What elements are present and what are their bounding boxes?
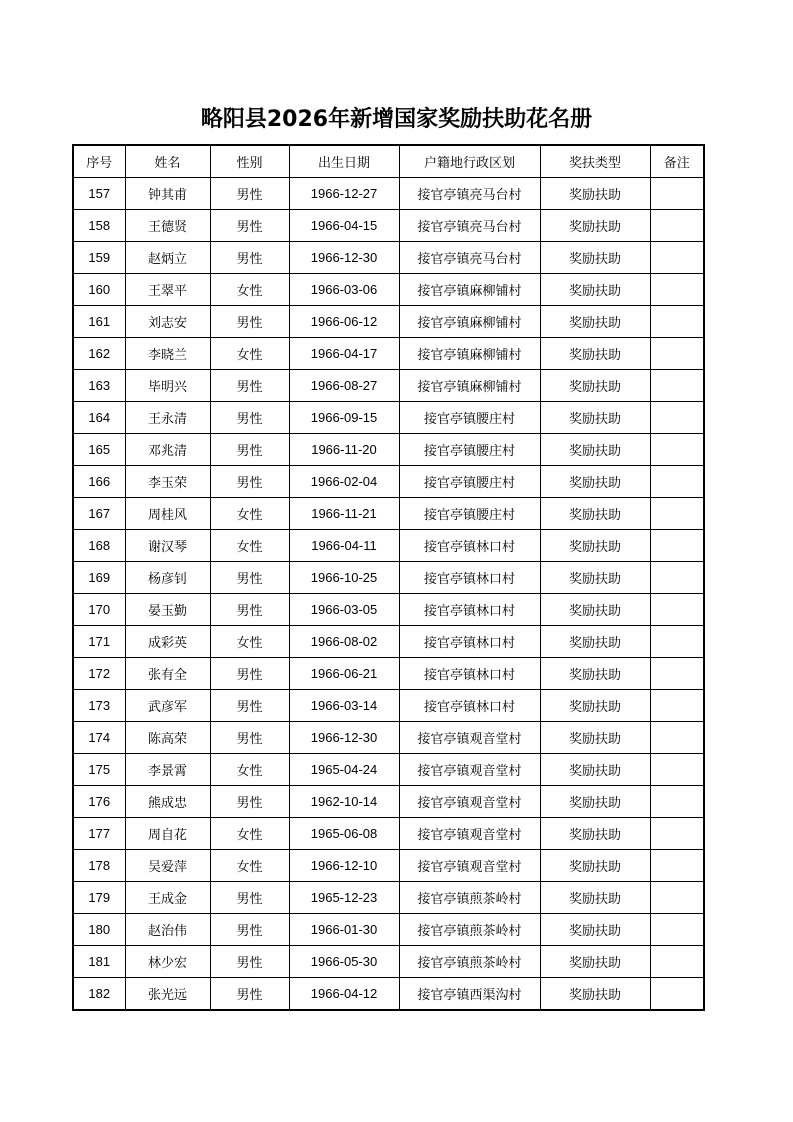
cell-type: 奖励扶助 [540, 274, 650, 306]
cell-no: 166 [73, 466, 125, 498]
cell-gender: 男性 [210, 402, 289, 434]
cell-name: 李晓兰 [125, 338, 210, 370]
cell-region: 接官亭镇煎茶岭村 [399, 914, 540, 946]
table-row [73, 178, 704, 210]
table-row [73, 562, 704, 594]
cell-region: 接官亭镇煎茶岭村 [399, 946, 540, 978]
cell-region: 接官亭镇腰庄村 [399, 434, 540, 466]
cell-note [650, 242, 704, 274]
header-type: 奖扶类型 [540, 145, 650, 178]
table-row [73, 626, 704, 658]
cell-type: 奖励扶助 [540, 530, 650, 562]
table-row [73, 402, 704, 434]
cell-region: 接官亭镇西渠沟村 [399, 978, 540, 1011]
cell-name: 赵炳立 [125, 242, 210, 274]
cell-no: 178 [73, 850, 125, 882]
cell-region: 接官亭镇观音堂村 [399, 722, 540, 754]
cell-gender: 男性 [210, 562, 289, 594]
cell-gender: 男性 [210, 370, 289, 402]
cell-no: 176 [73, 786, 125, 818]
cell-region: 接官亭镇林口村 [399, 690, 540, 722]
cell-name: 武彦军 [125, 690, 210, 722]
cell-no: 161 [73, 306, 125, 338]
header-row [73, 145, 704, 178]
cell-gender: 女性 [210, 530, 289, 562]
cell-name: 王翠平 [125, 274, 210, 306]
cell-note [650, 690, 704, 722]
cell-type: 奖励扶助 [540, 210, 650, 242]
cell-name: 杨彦钊 [125, 562, 210, 594]
cell-region: 接官亭镇林口村 [399, 594, 540, 626]
cell-no: 173 [73, 690, 125, 722]
table-row [73, 498, 704, 530]
cell-no: 180 [73, 914, 125, 946]
cell-region: 接官亭镇林口村 [399, 626, 540, 658]
cell-gender: 男性 [210, 306, 289, 338]
cell-type: 奖励扶助 [540, 338, 650, 370]
cell-region: 接官亭镇林口村 [399, 562, 540, 594]
cell-name: 刘志安 [125, 306, 210, 338]
cell-note [650, 498, 704, 530]
table-row [73, 978, 704, 1011]
cell-note [650, 818, 704, 850]
cell-birth-date: 1966-03-05 [289, 594, 399, 626]
cell-name: 赵治伟 [125, 914, 210, 946]
cell-note [650, 274, 704, 306]
cell-note [650, 370, 704, 402]
cell-type: 奖励扶助 [540, 978, 650, 1011]
cell-region: 接官亭镇亮马台村 [399, 242, 540, 274]
cell-note [650, 530, 704, 562]
cell-no: 182 [73, 978, 125, 1011]
table-row [73, 370, 704, 402]
cell-note [650, 434, 704, 466]
cell-note [650, 658, 704, 690]
table-row [73, 658, 704, 690]
cell-birth-date: 1966-11-20 [289, 434, 399, 466]
cell-region: 接官亭镇腰庄村 [399, 466, 540, 498]
cell-region: 接官亭镇亮马台村 [399, 178, 540, 210]
cell-birth-date: 1966-04-11 [289, 530, 399, 562]
cell-no: 181 [73, 946, 125, 978]
table-row [73, 466, 704, 498]
cell-type: 奖励扶助 [540, 594, 650, 626]
cell-name: 毕明兴 [125, 370, 210, 402]
cell-gender: 男性 [210, 722, 289, 754]
cell-gender: 女性 [210, 754, 289, 786]
page-title: 略阳县2026年新增国家奖励扶助花名册 [200, 107, 593, 132]
cell-no: 174 [73, 722, 125, 754]
cell-birth-date: 1965-04-24 [289, 754, 399, 786]
cell-name: 张有全 [125, 658, 210, 690]
cell-note [650, 850, 704, 882]
cell-note [650, 466, 704, 498]
cell-no: 179 [73, 882, 125, 914]
cell-note [650, 306, 704, 338]
cell-note [650, 786, 704, 818]
cell-gender: 男性 [210, 786, 289, 818]
cell-gender: 男性 [210, 658, 289, 690]
cell-gender: 女性 [210, 850, 289, 882]
cell-type: 奖励扶助 [540, 466, 650, 498]
cell-region: 接官亭镇观音堂村 [399, 786, 540, 818]
cell-gender: 男性 [210, 594, 289, 626]
cell-region: 接官亭镇林口村 [399, 530, 540, 562]
cell-note [650, 978, 704, 1011]
cell-birth-date: 1965-06-08 [289, 818, 399, 850]
cell-region: 接官亭镇麻柳铺村 [399, 274, 540, 306]
cell-gender: 男性 [210, 242, 289, 274]
cell-note [650, 626, 704, 658]
cell-region: 接官亭镇观音堂村 [399, 850, 540, 882]
cell-region: 接官亭镇林口村 [399, 658, 540, 690]
roster-table [72, 144, 705, 1011]
header-note: 备注 [650, 145, 704, 178]
cell-no: 177 [73, 818, 125, 850]
table-row [73, 338, 704, 370]
header-name: 姓名 [125, 145, 210, 178]
cell-birth-date: 1966-04-12 [289, 978, 399, 1011]
cell-birth-date: 1966-03-06 [289, 274, 399, 306]
cell-region: 接官亭镇煎茶岭村 [399, 882, 540, 914]
cell-type: 奖励扶助 [540, 658, 650, 690]
cell-birth-date: 1966-09-15 [289, 402, 399, 434]
cell-name: 张光远 [125, 978, 210, 1011]
cell-birth-date: 1966-06-21 [289, 658, 399, 690]
cell-region: 接官亭镇麻柳铺村 [399, 370, 540, 402]
cell-birth-date: 1966-12-10 [289, 850, 399, 882]
cell-region: 接官亭镇腰庄村 [399, 402, 540, 434]
cell-name: 周桂风 [125, 498, 210, 530]
cell-type: 奖励扶助 [540, 818, 650, 850]
table-row [73, 786, 704, 818]
cell-type: 奖励扶助 [540, 722, 650, 754]
cell-birth-date: 1966-04-17 [289, 338, 399, 370]
cell-name: 熊成忠 [125, 786, 210, 818]
cell-name: 吴爱萍 [125, 850, 210, 882]
table-row [73, 210, 704, 242]
cell-type: 奖励扶助 [540, 434, 650, 466]
cell-birth-date: 1966-12-30 [289, 242, 399, 274]
table-row [73, 242, 704, 274]
cell-region: 接官亭镇腰庄村 [399, 498, 540, 530]
cell-no: 164 [73, 402, 125, 434]
header-region: 户籍地行政区划 [399, 145, 540, 178]
cell-note [650, 338, 704, 370]
cell-region: 接官亭镇麻柳铺村 [399, 338, 540, 370]
cell-no: 162 [73, 338, 125, 370]
cell-note [650, 178, 704, 210]
cell-gender: 女性 [210, 626, 289, 658]
cell-type: 奖励扶助 [540, 626, 650, 658]
cell-note [650, 882, 704, 914]
cell-birth-date: 1962-10-14 [289, 786, 399, 818]
cell-region: 接官亭镇观音堂村 [399, 754, 540, 786]
cell-type: 奖励扶助 [540, 498, 650, 530]
cell-birth-date: 1966-05-30 [289, 946, 399, 978]
cell-name: 王成金 [125, 882, 210, 914]
table-row [73, 850, 704, 882]
cell-type: 奖励扶助 [540, 242, 650, 274]
cell-gender: 女性 [210, 498, 289, 530]
table-row [73, 530, 704, 562]
cell-birth-date: 1966-11-21 [289, 498, 399, 530]
cell-region: 接官亭镇麻柳铺村 [399, 306, 540, 338]
cell-type: 奖励扶助 [540, 370, 650, 402]
cell-note [650, 562, 704, 594]
cell-note [650, 754, 704, 786]
cell-birth-date: 1966-10-25 [289, 562, 399, 594]
cell-no: 163 [73, 370, 125, 402]
cell-birth-date: 1966-02-04 [289, 466, 399, 498]
cell-note [650, 594, 704, 626]
cell-name: 成彩英 [125, 626, 210, 658]
cell-name: 李景霄 [125, 754, 210, 786]
cell-no: 159 [73, 242, 125, 274]
cell-gender: 女性 [210, 338, 289, 370]
cell-birth-date: 1966-12-27 [289, 178, 399, 210]
header-birth-date: 出生日期 [289, 145, 399, 178]
cell-name: 周自花 [125, 818, 210, 850]
table-row [73, 914, 704, 946]
table-row [73, 306, 704, 338]
cell-note [650, 914, 704, 946]
roster-body [73, 178, 704, 1011]
cell-name: 李玉荣 [125, 466, 210, 498]
cell-type: 奖励扶助 [540, 402, 650, 434]
cell-type: 奖励扶助 [540, 946, 650, 978]
cell-no: 168 [73, 530, 125, 562]
cell-type: 奖励扶助 [540, 914, 650, 946]
cell-gender: 女性 [210, 818, 289, 850]
cell-gender: 男性 [210, 210, 289, 242]
cell-note [650, 946, 704, 978]
cell-gender: 男性 [210, 178, 289, 210]
table-row [73, 274, 704, 306]
cell-no: 172 [73, 658, 125, 690]
cell-no: 157 [73, 178, 125, 210]
table-row [73, 434, 704, 466]
table-row [73, 882, 704, 914]
cell-no: 171 [73, 626, 125, 658]
cell-region: 接官亭镇观音堂村 [399, 818, 540, 850]
cell-region: 接官亭镇亮马台村 [399, 210, 540, 242]
table-row [73, 594, 704, 626]
cell-type: 奖励扶助 [540, 754, 650, 786]
table-row [73, 818, 704, 850]
cell-no: 160 [73, 274, 125, 306]
cell-birth-date: 1966-06-12 [289, 306, 399, 338]
table-row [73, 690, 704, 722]
cell-type: 奖励扶助 [540, 306, 650, 338]
cell-no: 175 [73, 754, 125, 786]
cell-name: 钟其甫 [125, 178, 210, 210]
cell-name: 邓兆清 [125, 434, 210, 466]
cell-name: 王永清 [125, 402, 210, 434]
cell-name: 谢汉琴 [125, 530, 210, 562]
cell-birth-date: 1966-08-02 [289, 626, 399, 658]
cell-no: 165 [73, 434, 125, 466]
cell-name: 林少宏 [125, 946, 210, 978]
cell-no: 169 [73, 562, 125, 594]
cell-name: 王德贤 [125, 210, 210, 242]
cell-note [650, 722, 704, 754]
cell-type: 奖励扶助 [540, 562, 650, 594]
table-row [73, 754, 704, 786]
cell-name: 晏玉勤 [125, 594, 210, 626]
table-row [73, 946, 704, 978]
cell-no: 158 [73, 210, 125, 242]
cell-type: 奖励扶助 [540, 882, 650, 914]
cell-birth-date: 1965-12-23 [289, 882, 399, 914]
table-row [73, 722, 704, 754]
cell-gender: 男性 [210, 434, 289, 466]
cell-gender: 男性 [210, 466, 289, 498]
cell-birth-date: 1966-01-30 [289, 914, 399, 946]
cell-no: 167 [73, 498, 125, 530]
cell-gender: 男性 [210, 882, 289, 914]
cell-gender: 男性 [210, 690, 289, 722]
header-no: 序号 [73, 145, 125, 178]
cell-birth-date: 1966-03-14 [289, 690, 399, 722]
cell-gender: 男性 [210, 978, 289, 1011]
cell-birth-date: 1966-12-30 [289, 722, 399, 754]
cell-note [650, 402, 704, 434]
cell-no: 170 [73, 594, 125, 626]
cell-gender: 男性 [210, 946, 289, 978]
cell-type: 奖励扶助 [540, 850, 650, 882]
cell-note [650, 210, 704, 242]
cell-gender: 女性 [210, 274, 289, 306]
cell-name: 陈高荣 [125, 722, 210, 754]
header-gender: 性别 [210, 145, 289, 178]
cell-birth-date: 1966-08-27 [289, 370, 399, 402]
cell-type: 奖励扶助 [540, 690, 650, 722]
cell-type: 奖励扶助 [540, 178, 650, 210]
cell-gender: 男性 [210, 914, 289, 946]
cell-birth-date: 1966-04-15 [289, 210, 399, 242]
cell-type: 奖励扶助 [540, 786, 650, 818]
